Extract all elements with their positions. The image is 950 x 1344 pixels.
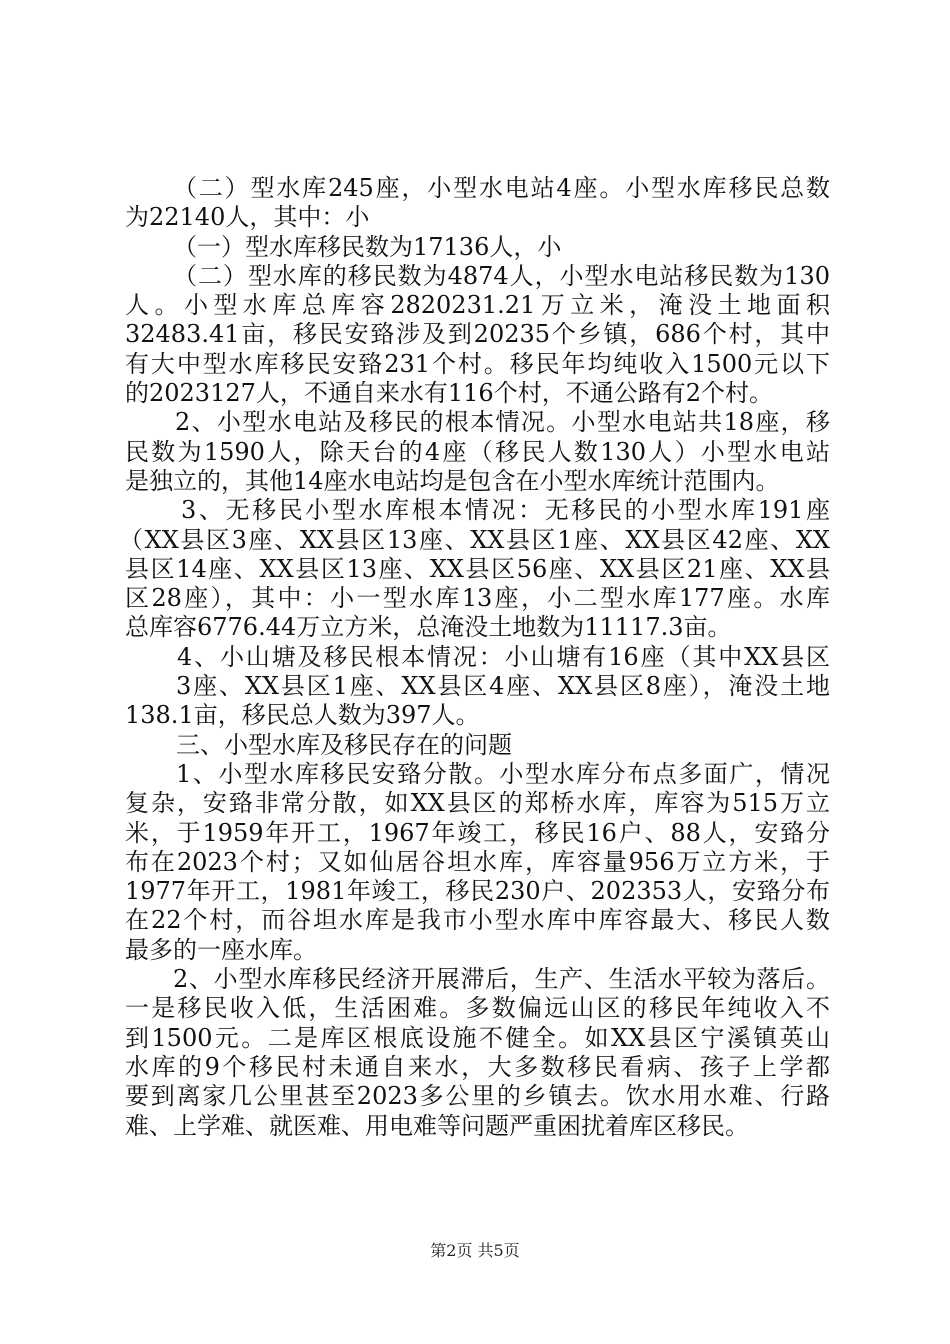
text-line: 总库容6776.44万立方米，总淹没土地数为11117.3亩。 (125, 613, 732, 642)
text-line: 要到离家几公里甚至2023多公里的乡镇去。饮水用水难、行路 (125, 1082, 830, 1111)
text-line: （一）型水库移民数为17136人，小 (173, 232, 562, 261)
text-line: 人。小型水库总库容2820231.21万立米，淹没土地面积 (125, 291, 830, 320)
text-line: 到1500元。二是库区根底设施不健全。如XX县区宁溪镇英山 (125, 1023, 830, 1052)
text-line: 1、小型水库移民安臵分散。小型水库分布点多面广，情况 (176, 759, 830, 788)
document-body (119, 174, 830, 1141)
text-line: （XX县区3座、XX县区13座、XX县区1座、XX县区42座、XX (119, 525, 830, 554)
text-line: 有大中型水库移民安臵231个村。移民年均纯收入1500元以下 (125, 349, 830, 378)
text-line: 2、小型水电站及移民的根本情况。小型水电站共18座，移 (175, 408, 830, 437)
text-line: 是独立的，其他14座水电站均是包含在小型水库统计范围内。 (125, 466, 780, 495)
text-line: 一是移民收入低，生活困难。多数偏远山区的移民年纯收入不 (125, 994, 830, 1023)
text-line: 民数为1590人，除天台的4座（移民人数130人）小型水电站 (125, 437, 830, 466)
text-line: 区28座），其中：小一型水库13座，小二型水库177座。水库 (125, 584, 830, 613)
text-line: （二）型水库的移民数为4874人，小型水电站移民数为130 (173, 261, 830, 290)
page-footer: 第2页 共5页 (430, 1241, 520, 1260)
text-line: 水库的9个移民村未通自来水，大多数移民看病、孩子上学都 (125, 1052, 830, 1081)
text-line: 的2023127人，不通自来水有116个村，不通公路有2个村。 (125, 379, 773, 408)
text-line: 4、小山塘及移民根本情况：小山塘有16座（其中XX县区 (177, 642, 830, 671)
text-line: 3、无移民小型水库根本情况：无移民的小型水库191座 (181, 496, 830, 525)
text-line: （二）型水库245座，小型水电站4座。小型水库移民总数 (173, 174, 830, 202)
text-line: 3座、XX县区1座、XX县区4座、XX县区8座），淹没土地 (176, 672, 830, 701)
text-line: 最多的一座水库。 (125, 935, 317, 964)
text-line: 县区14座、XX县区13座、XX县区56座、XX县区21座、XX县 (125, 554, 830, 583)
text-line: 2、小型水库移民经济开展滞后，生产、生活水平较为落后。 (173, 965, 830, 994)
text-line: 在22个村，而谷坦水库是我市小型水库中库容最大、移民人数 (125, 906, 830, 935)
text-line: 32483.41亩，移民安臵涉及到20235个乡镇，686个村，其中 (125, 320, 830, 349)
text-line: 复杂，安臵非常分散，如XX县区的郑桥水库，库容为515万立 (125, 789, 830, 818)
text-line: 难、上学难、就医难、用电难等问题严重困扰着库区移民。 (125, 1111, 749, 1140)
text-line: 138.1亩，移民总人数为397人。 (125, 701, 480, 730)
text-line: 布在2023个村；又如仙居谷坦水库，库容量956万立方米，于 (125, 847, 830, 876)
text-line: 米，于1959年开工，1967年竣工，移民16户、88人，安臵分 (125, 818, 830, 847)
section-heading: 三、小型水库及移民存在的问题 (176, 730, 512, 759)
text-line: 1977年开工，1981年竣工，移民230户、202353人，安臵分布 (125, 877, 830, 906)
text-line: 为22140人，其中：小 (125, 203, 370, 232)
